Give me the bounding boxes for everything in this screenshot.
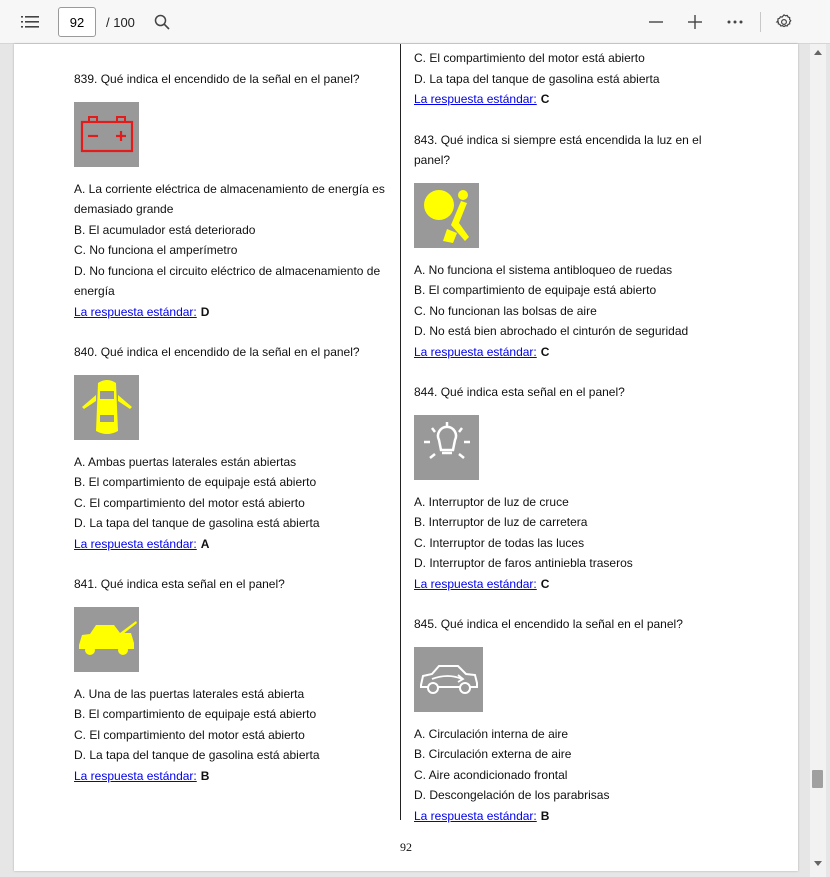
airbag-warning-image: [414, 183, 479, 248]
option-d: D. La tapa del tanque de gasolina está abierta: [414, 71, 660, 86]
answer-row: [74, 302, 392, 323]
option-d: D. Descongelación de los parabrisas: [414, 788, 610, 802]
right-column: [414, 48, 714, 826]
question-843: [414, 130, 714, 363]
question-845: [414, 614, 714, 826]
more-options-button[interactable]: [722, 10, 748, 34]
air-circulation-image: [414, 647, 483, 712]
spacer: [74, 322, 392, 342]
standard-answer-link[interactable]: La respuesta estándar:: [414, 92, 537, 106]
battery-warning-image: [74, 102, 139, 167]
light-switch-icon: [420, 420, 474, 474]
option-a: A. No funciona el sistema antibloqueo de ruedas: [414, 262, 673, 277]
option-c: C. El compartimiento del motor está abierto: [74, 727, 305, 742]
zoom-out-icon: [648, 14, 664, 30]
question-844: [414, 382, 714, 594]
question-title: 845. Qué indica el encendido la señal en el panel?: [414, 617, 683, 631]
standard-answer-link[interactable]: La respuesta estándar:: [74, 768, 197, 783]
trunk-open-icon: [76, 619, 138, 659]
standard-answer-link[interactable]: La respuesta estándar:: [74, 536, 197, 551]
page-total: / 100: [106, 15, 135, 30]
car-doors-open-icon: [79, 377, 135, 437]
question-title: 844. Qué indica esta señal en el panel?: [414, 385, 625, 399]
option-d: D. La tapa del tanque de gasolina está abierta: [74, 516, 320, 530]
option-b: B. El compartimiento de equipaje está abierto: [414, 283, 657, 297]
settings-icon: [775, 13, 793, 31]
option-c: C. No funcionan las bolsas de aire: [414, 303, 597, 318]
answer-letter: B: [540, 808, 550, 823]
airbag-icon: [417, 185, 477, 245]
answer-row: [414, 342, 714, 363]
question-839: [74, 69, 392, 322]
spacer: [414, 594, 714, 614]
question-840: [74, 342, 392, 554]
answer-row: [414, 574, 714, 595]
battery-icon: [79, 114, 135, 154]
option-b: B. El compartimiento de equipaje está abierto: [74, 475, 317, 489]
trunk-open-warning-image: [74, 607, 139, 672]
standard-answer-link[interactable]: La respuesta estándar:: [414, 576, 537, 591]
answer-row: [414, 89, 714, 110]
air-circulation-icon: [418, 661, 480, 697]
option-c: C. Aire acondicionado frontal: [414, 767, 568, 782]
zoom-in-button[interactable]: [683, 10, 707, 34]
option-a: A. Una de las puertas laterales está abierta: [74, 686, 305, 701]
question-841: [74, 574, 392, 786]
option-d: D. No funciona el circuito eléctrico de almacenamiento de energía: [74, 263, 381, 298]
option-c: C. Interruptor de todas las luces: [414, 535, 585, 550]
vertical-scrollbar[interactable]: [810, 44, 826, 877]
answer-letter: C: [540, 576, 550, 591]
option-b: B. El acumulador está deteriorado: [74, 222, 256, 237]
option-b: B. El compartimiento de equipaje está abierto: [74, 707, 317, 721]
option-a: A. La corriente eléctrica de almacenamiento de energía es demasiado grande: [74, 181, 385, 216]
contents-icon: [21, 15, 39, 29]
zoom-in-icon: [687, 14, 703, 30]
option-a: A. Circulación interna de aire: [414, 726, 569, 741]
question-842-partial: [414, 48, 714, 110]
page-number-input[interactable]: [58, 7, 96, 37]
question-title: 840. Qué indica el encendido de la señal en el panel?: [74, 345, 360, 359]
option-d: D. La tapa del tanque de gasolina está abierta: [74, 748, 320, 762]
contents-button[interactable]: [16, 10, 44, 34]
option-c: C. El compartimiento del motor está abierto: [74, 495, 305, 510]
scroll-down-button[interactable]: [810, 855, 826, 871]
answer-row: [74, 534, 392, 555]
option-b: B. Circulación externa de aire: [414, 747, 572, 761]
standard-answer-link[interactable]: La respuesta estándar:: [414, 344, 537, 359]
page-number-footer: 92: [400, 840, 412, 854]
pdf-toolbar: [0, 0, 830, 44]
scroll-down-arrow-icon: [814, 861, 822, 866]
spacer: [74, 554, 392, 574]
more-icon: [727, 20, 743, 24]
settings-button[interactable]: [772, 10, 796, 34]
column-divider: [400, 44, 401, 820]
answer-letter: C: [540, 92, 550, 106]
left-column: [74, 69, 392, 786]
answer-letter: A: [200, 536, 210, 551]
question-title: 839. Qué indica el encendido de la señal en el panel?: [74, 72, 360, 86]
option-c: C. El compartimiento del motor está abierto: [414, 51, 645, 65]
search-icon: [154, 14, 170, 30]
answer-letter: B: [200, 768, 210, 783]
option-a: A. Ambas puertas laterales están abiertas: [74, 454, 297, 469]
answer-letter: D: [200, 304, 210, 319]
question-title: 841. Qué indica esta señal en el panel?: [74, 577, 285, 591]
option-d: D. No está bien abrochado el cinturón de seguridad: [414, 324, 689, 338]
light-switch-image: [414, 415, 479, 480]
answer-row: [414, 806, 714, 827]
spacer: [414, 110, 714, 130]
standard-answer-link[interactable]: La respuesta estándar:: [414, 808, 537, 823]
zoom-out-button[interactable]: [644, 10, 668, 34]
spacer: [414, 362, 714, 382]
option-c: C. No funciona el amperímetro: [74, 243, 238, 257]
option-a: A. Interruptor de luz de cruce: [414, 494, 569, 509]
search-button[interactable]: [150, 10, 174, 34]
pdf-page: [14, 44, 798, 871]
option-d: D. Interruptor de faros antiniebla traseros: [414, 556, 633, 570]
document-viewport: [0, 44, 830, 877]
question-title: 843. Qué indica si siempre está encendida la luz en el panel?: [414, 132, 702, 167]
toolbar-divider: [760, 12, 761, 32]
option-b: B. Interruptor de luz de carretera: [414, 515, 588, 529]
scroll-thumb[interactable]: [812, 770, 823, 788]
standard-answer-link[interactable]: La respuesta estándar:: [74, 304, 197, 319]
answer-letter: C: [540, 344, 550, 359]
scroll-up-arrow-icon: [814, 50, 822, 55]
answer-row: [74, 766, 392, 787]
doors-open-warning-image: [74, 375, 139, 440]
scroll-up-button[interactable]: [810, 44, 826, 60]
